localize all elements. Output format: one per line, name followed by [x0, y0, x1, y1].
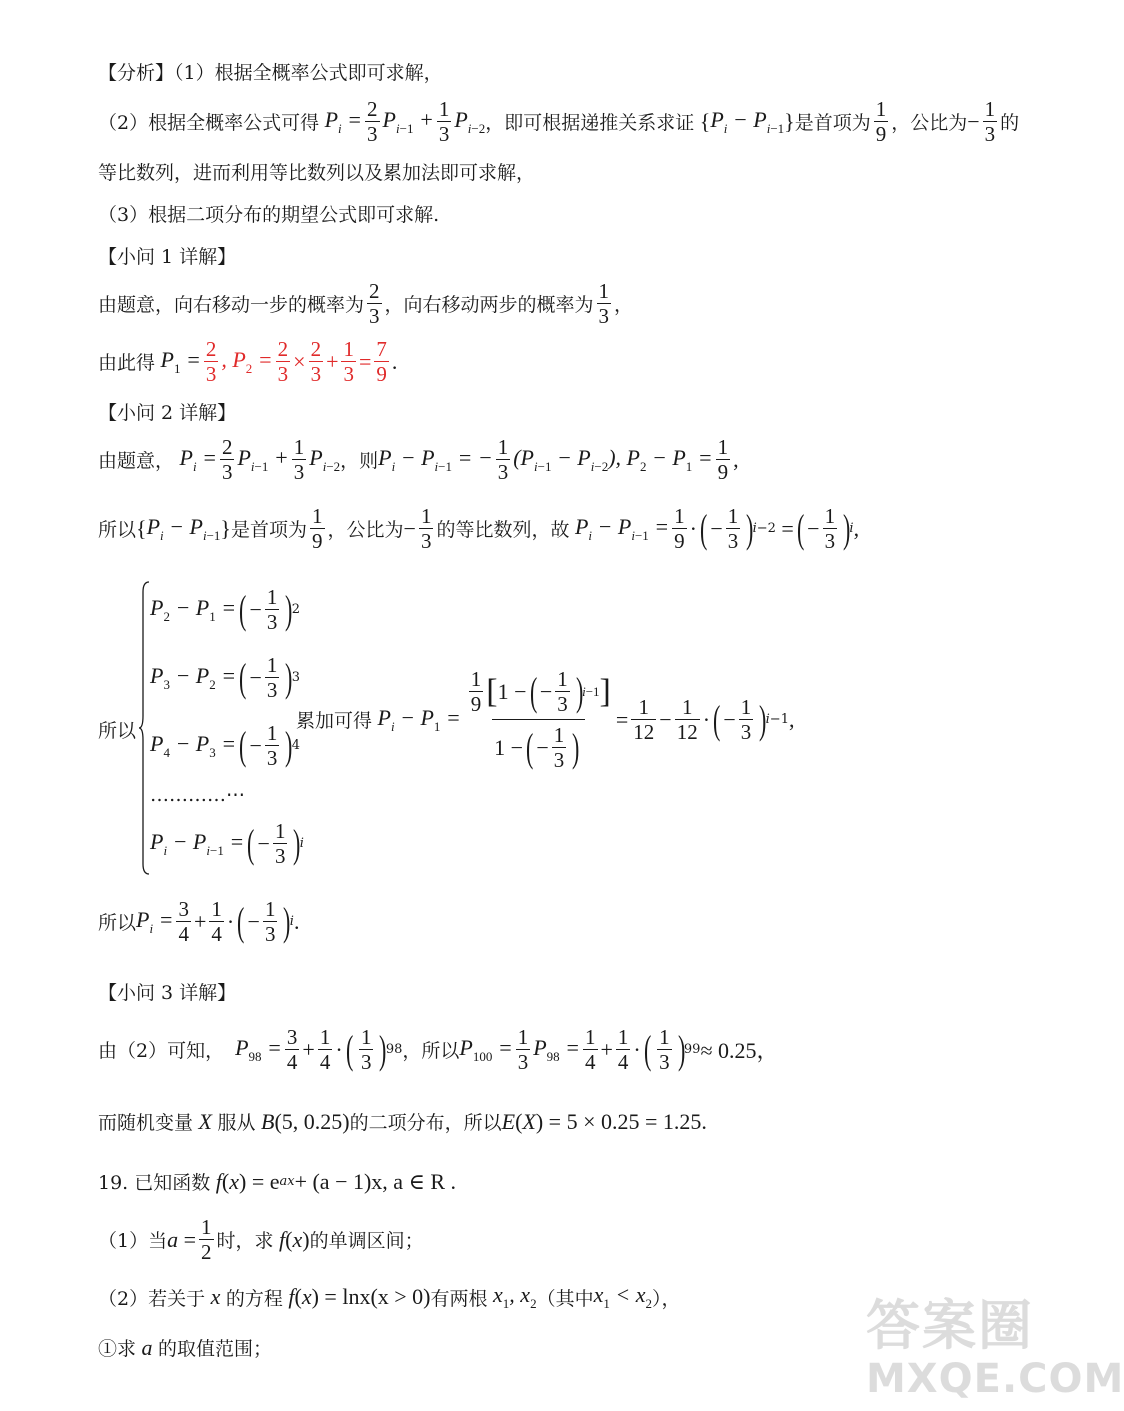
problem19-part2-i: ①求 a 的取值范围； [98, 1334, 273, 1360]
problem19-stem: 19. 已知函数 f ( x ) = e ax + (a − 1)x, a ∈ R . [98, 1168, 457, 1194]
analysis-part2-cont: 等比数列，进而利用等比数列以及累加法即可求解， [98, 162, 536, 184]
q2-accum: 累加可得 $P_i - P_1$ = $\frac{1}{9}$ [ 1 − ( − $\frac{1}{3}$ ) i −1 ] 1 − ( − $\frac{1}{3}$ ) = $\frac{1}{12}$ − $\frac{1}{12}$ · ( − $\frac{1}{3}$ ) i −1 , [296, 667, 795, 773]
q2-line2: 所以 { $P_i - P_{i-1}$ } 是首项为 $\frac{1}{9}$ ，公比为 − $\frac{1}{3}$ 的等比数列，故 $P_i - P_{i-1}$ = $\frac{1}{9}$ · ( − $\frac{1}{3}$ ) i −2 = ( − $\frac{1}{3}$ ) i , [98, 504, 860, 554]
problem19-part2: （2）若关于 x 的方程 f ( x ) = lnx(x > 0) 有两根 $x_1$, $x_2$ （其中 $x_1 < x_2$ ）， [98, 1282, 681, 1311]
analysis-part2: （2）根据全概率公式可得 $P_i$ = $\frac{2}{3}$ $P_{i-1}$ + $\frac{1}{3}$ $P_{i-2}$ ，即可根据递推关系求证 { $P_i - P_{i-1}$ } 是首项为 $\frac{1}{9}$ ，公比为 − $\frac{1}{3}$ 的 [98, 97, 1020, 147]
case-row: $P_i - P_{i-1}$ = ( − $\frac{1}{3}$ ) i [150, 819, 304, 869]
q2-cases-label: 所以 [98, 720, 137, 742]
q2-final: 所以 $P_i$ = $\frac{3}{4}$ + $\frac{1}{4}$ · ( − $\frac{1}{3}$ ) i . [98, 897, 300, 947]
q3-line2: 而随机变量 X 服从 B (5, 0.25) 的二项分布，所以 E ( X ) = 5 × 0.25 = 1.25. [98, 1108, 707, 1134]
q3-line1: 由（2）可知， $P_{98}$ = $\frac{3}{4}$ + $\frac{1}{4}$ · ( $\frac{1}{3}$ ) 98 ，所以 $P_{100}$ = $\frac{1}{3}$ $P_{98}$ = $\frac{1}{4}$ + $\frac{1}{4}$ · ( $\frac{1}{3}$ ) 99 ≈ 0.25， [98, 1025, 779, 1075]
q1-line1: 由题意，向右移动一步的概率为 $\frac{2}{3}$ ，向右移动两步的概率为 $\frac{1}{3}$ ， [98, 279, 634, 329]
case-row: $P_3 - P_2$ = ( − $\frac{1}{3}$ ) 3 [150, 653, 300, 703]
watermark: 答案圈 MXQE.COM [866, 1294, 1124, 1402]
q3-title: 【小问 3 详解】 [98, 982, 237, 1004]
case-dots: …………⋯ [150, 784, 245, 806]
case-row: $P_4 - P_3$ = ( − $\frac{1}{3}$ ) 4 [150, 721, 300, 771]
cases-brace [138, 580, 150, 876]
q1-line2: 由此得 $P_1$ = $\frac{2}{3}$ , $P_2$ = $\frac{2}{3}$ × $\frac{2}{3}$ + $\frac{1}{3}$ = $\frac{7}{9}$ . [98, 337, 398, 387]
problem19-part1: （1）当 a = $\frac{1}{2}$ 时，求 f ( x ) 的单调区间； [98, 1215, 424, 1265]
analysis-header: 【分析】（1）根据全概率公式即可求解， [98, 62, 443, 84]
q1-title: 【小问 1 详解】 [98, 246, 237, 268]
q2-title: 【小问 2 详解】 [98, 402, 237, 424]
case-row: $P_2 - P_1$ = ( − $\frac{1}{3}$ ) 2 [150, 585, 300, 635]
q1-highlight: $\frac{2}{3}$ , $P_2$ = $\frac{2}{3}$ × $\frac{2}{3}$ + $\frac{1}{3}$ = $\frac{7}{9}$ [205, 337, 387, 387]
analysis-part3: （3）根据二项分布的期望公式即可求解. [98, 204, 440, 226]
q2-line1: 由题意， $P_i$ = $\frac{2}{3}$ $P_{i-1}$ + $\frac{1}{3}$ $P_{i-2}$ ，则 $P_i - P_{i-1}$ = − $\frac{1}{3}$ $(P_{i-1} - P_{i-2})$, $P_2 - P_1$ = $\frac{1}{9}$ , [98, 435, 739, 485]
